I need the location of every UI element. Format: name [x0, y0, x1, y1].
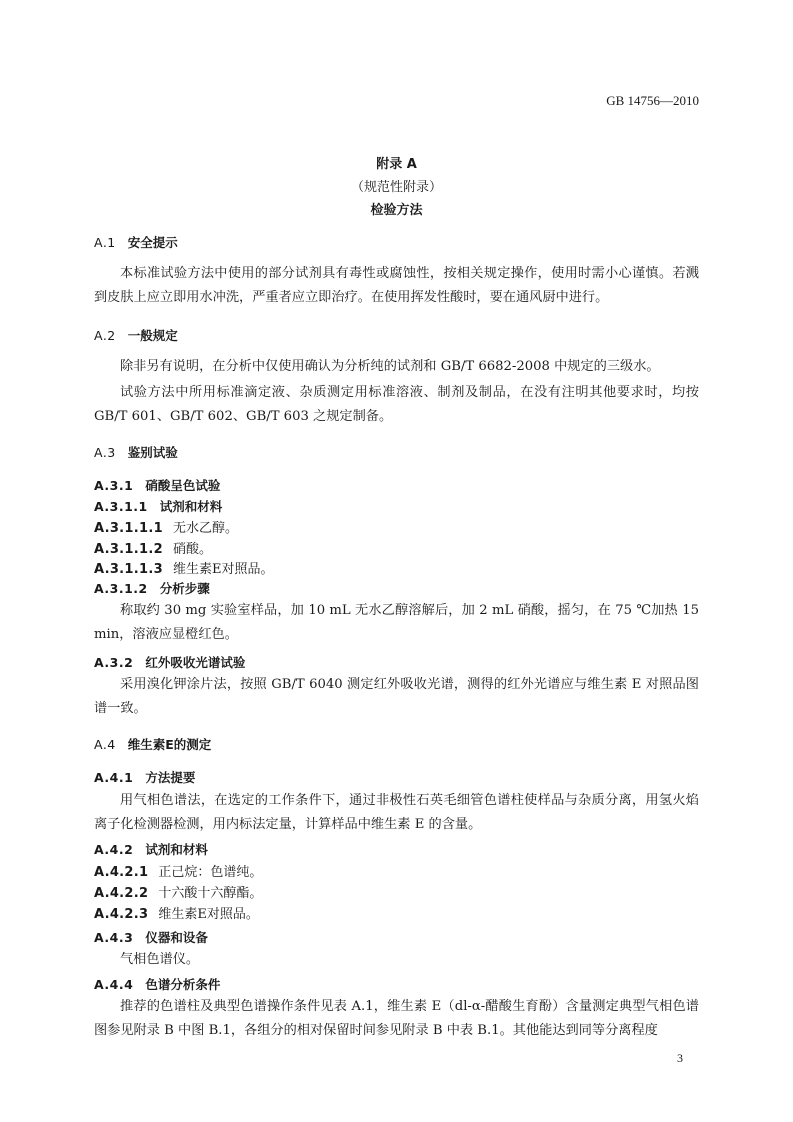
section-heading-a312 [94, 579, 210, 597]
item-number: A.4.2.1 [94, 865, 149, 880]
list-item [94, 861, 262, 880]
list-item [94, 538, 212, 557]
section-heading-a3 [94, 443, 178, 461]
list-item [94, 517, 238, 536]
section-heading-a1 [94, 233, 178, 251]
section-title: 红外吸收光谱试验 [145, 655, 246, 670]
item-number: A.3.1.1.1 [94, 521, 163, 536]
section-number: A.3.1.1 [94, 499, 148, 514]
section-title: 一般规定 [127, 328, 178, 343]
section-number: A.4.4 [94, 977, 134, 992]
section-number: A.1 [94, 235, 116, 250]
page-number: 3 [677, 1051, 683, 1065]
paragraph: 试验方法中所用标准滴定液、杂质测定用标准溶液、制剂及制品，在没有注明其他要求时，均按 GB/T 601、GB/T 602、GB/T 603 之规定制备。 [94, 385, 699, 424]
paragraph: 本标准试验方法中使用的部分试剂具有毒性或腐蚀性，按相关规定操作，使用时需小心谨慎。若溅到皮肤上应立即用水冲洗，严重者应立即治疗。在使用挥发性酸时，要在通风厨中进行。 [94, 266, 699, 305]
item-text: 维生素E对照品。 [158, 907, 259, 922]
section-number: A.3.2 [94, 655, 134, 670]
list-item [94, 903, 259, 922]
section-heading-a44 [94, 975, 220, 993]
section-title: 硝酸呈色试验 [145, 478, 221, 493]
item-number: A.3.1.1.2 [94, 542, 163, 557]
item-number: A.4.2.2 [94, 886, 149, 901]
appendix-subtitle: （规范性附录） [350, 180, 442, 195]
item-text: 硝酸。 [172, 542, 212, 557]
appendix-title: 附录 A [376, 157, 417, 172]
section-heading-a31 [94, 476, 220, 494]
section-heading-a32 [94, 653, 245, 671]
section-heading-a2 [94, 326, 178, 344]
item-text: 维生素E对照品。 [172, 562, 274, 577]
section-number: A.3.1 [94, 478, 134, 493]
standard-number: GB 14756—2010 [606, 93, 699, 108]
section-heading-a42 [94, 840, 208, 858]
section-number: A.4.1 [94, 770, 134, 785]
item-text: 无水乙醇。 [172, 521, 238, 536]
section-number: A.4.2 [94, 842, 134, 857]
section-title: 试剂和材料 [159, 499, 223, 514]
item-text: 十六酸十六醇酯。 [158, 886, 263, 901]
paragraph: 气相色谱仪。 [120, 952, 200, 967]
section-number: A.4 [94, 737, 116, 752]
item-number: A.4.2.3 [94, 907, 149, 922]
section-number: A.3 [94, 445, 116, 460]
section-title: 安全提示 [127, 235, 178, 250]
section-heading-a41 [94, 768, 195, 786]
paragraph: 推荐的色谱柱及典型色谱操作条件见表 A.1，维生素 E（dl-α-醋酸生育酚）含量测定典型气相色谱图参见附录 B 中图 B.1，各组分的相对保留时间参见附录 B 中表 B.1。其他能达到同等分离程度 [94, 999, 699, 1038]
section-title: 仪器和设备 [145, 930, 208, 945]
section-heading-a311 [94, 497, 222, 515]
item-text: 正己烷：色谱纯。 [158, 865, 263, 880]
section-title: 维生素E的测定 [127, 737, 212, 752]
section-number: A.4.3 [94, 930, 134, 945]
section-heading-a4 [94, 735, 211, 753]
paragraph: 称取约 30 mg 实验室样品，加 10 mL 无水乙醇溶解后，加 2 mL 硝酸，摇匀，在 75 ℃加热 15 min，溶液应显橙红色。 [94, 603, 699, 642]
section-heading-a43 [94, 928, 208, 946]
list-item [94, 558, 273, 577]
item-number: A.3.1.1.3 [94, 562, 163, 577]
paragraph: 用气相色谱法，在选定的工作条件下，通过非极性石英毛细管色谱柱使样品与杂质分离，用氢火焰离子化检测器检测，用内标法定量，计算样品中维生素 E 的含量。 [94, 793, 699, 832]
section-number: A.2 [94, 328, 116, 343]
section-number: A.3.1.2 [94, 581, 148, 596]
paragraph: 采用溴化钾涂片法，按照 GB/T 6040 测定红外吸收光谱，测得的红外光谱应与维生素 E 对照品图谱一致。 [94, 677, 699, 716]
section-title: 色谱分析条件 [145, 977, 221, 992]
section-title: 分析步骤 [159, 581, 210, 596]
section-title: 鉴别试验 [127, 445, 178, 460]
paragraph: 除非另有说明，在分析中仅使用确认为分析纯的试剂和 GB/T 6682-2008 中规定的三级水。 [120, 359, 660, 374]
list-item [94, 882, 262, 901]
appendix-heading: 检验方法 [370, 203, 423, 218]
section-title: 试剂和材料 [145, 842, 208, 857]
section-title: 方法提要 [145, 770, 196, 785]
